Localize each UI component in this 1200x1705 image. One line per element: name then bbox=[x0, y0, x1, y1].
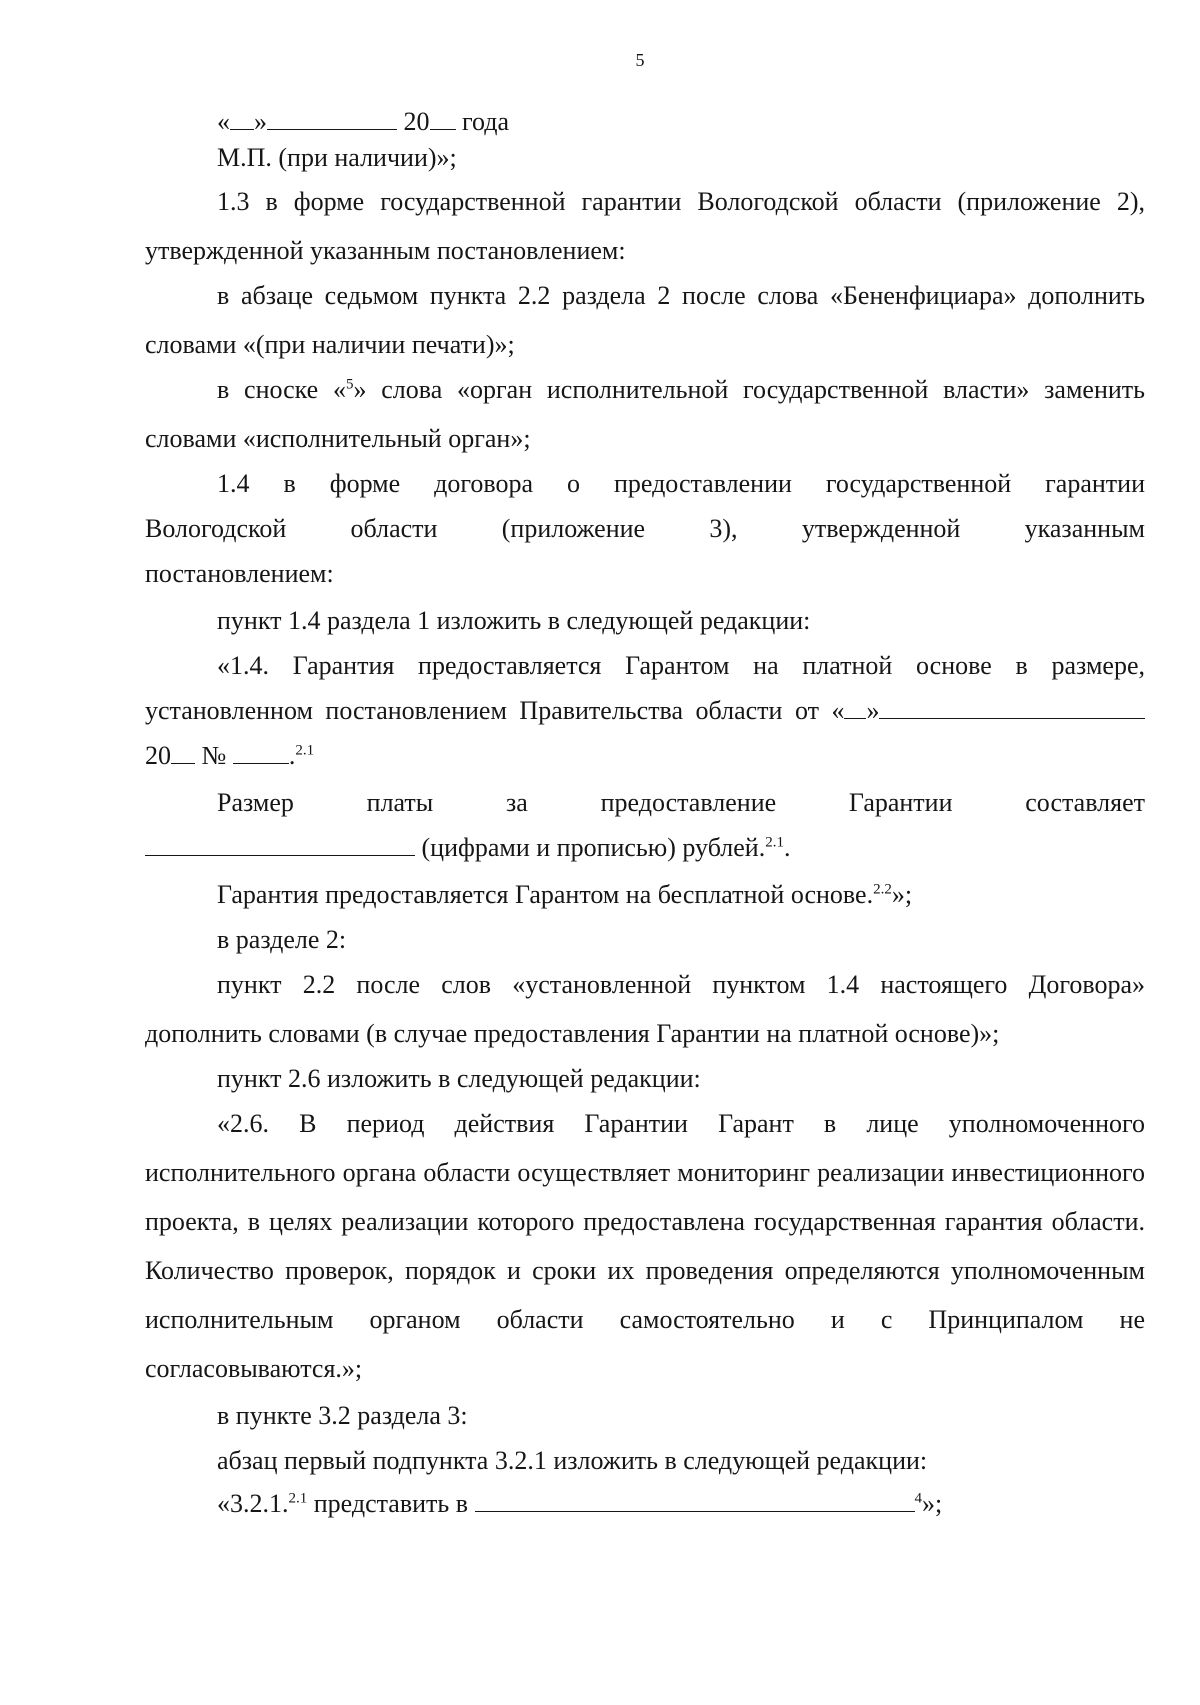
document-body bbox=[145, 103, 1145, 1528]
day-blank-2 bbox=[844, 696, 866, 719]
organ-blank bbox=[475, 1489, 915, 1512]
razdel-2: в разделе 2: bbox=[217, 925, 347, 954]
day-blank bbox=[230, 107, 254, 130]
paragraph-punkt-1-4: пункт 1.4 раздела 1 изложить в следующей редакции: bbox=[217, 606, 811, 635]
paragraph-2-2: пункт 2.2 после слов «установленной пунктом 1.4 настоящего Договора» дополнить словами (в случае предоставления Гарантии на платной основе)»; bbox=[145, 970, 1145, 1048]
size-line2: (цифрами и прописью) рублей.$^{2.1}$. bbox=[145, 823, 1145, 872]
paragraph-abzac-3-2-1: абзац первый подпункта 3.2.1 изложить в следующей редакции: bbox=[217, 1446, 928, 1475]
paragraph-3-2: в пункте 3.2 раздела 3: bbox=[217, 1401, 468, 1430]
free-line: Гарантия предоставляется Гарантом на бесплатной основе.$^{2.2}$»; bbox=[217, 880, 913, 909]
page-number: 5 bbox=[635, 50, 645, 70]
paragraph-1-4-line2: Вологодской области (приложение 3), утвержденной указанным bbox=[145, 514, 1145, 543]
paragraph-1-4-line3: постановлением: bbox=[145, 559, 334, 588]
year-blank bbox=[430, 107, 456, 130]
quote-2-6: «2.6. В период действия Гарантии Гарант в лице уполномоченного исполнительного органа области осуществляет мониторинг реализации инвестиционного проекта, в целях реализации которого предоставлена государственная гарантия области. Количество проверок, порядок и сроки их проведения определяются уполномоченным исполнительным органом области самостоятельно и с Принципалом не согласовываются.»; bbox=[145, 1109, 1145, 1383]
number-blank bbox=[233, 741, 289, 764]
paragraph-abzac-7: в абзаце седьмом пункта 2.2 раздела 2 после слова «Бененфициара» дополнить словами «(при наличии печати)»; bbox=[145, 281, 1145, 359]
quote-3-2-1: «3.2.1.$^{2.1}$ представить в $^4$»; bbox=[217, 1489, 943, 1518]
paragraph-1-4-line1: 1.4 в форме договора о предоставлении государственной гарантии bbox=[217, 469, 1145, 498]
month-blank-2 bbox=[879, 696, 1145, 719]
year-blank-2 bbox=[171, 741, 195, 764]
amount-blank bbox=[145, 833, 415, 856]
quote-1-4-line2: установленном постановлением Правительства области от « » bbox=[145, 686, 1145, 735]
size-line1: Размер платы за предоставление Гарантии составляет bbox=[217, 788, 1145, 817]
date-line: « » 20 года bbox=[217, 107, 510, 136]
paragraph-2-6-intro: пункт 2.6 изложить в следующей редакции: bbox=[217, 1064, 701, 1093]
month-blank bbox=[267, 107, 397, 130]
stamp-line: М.П. (при наличии)»; bbox=[217, 143, 457, 172]
quote-1-4-line3: 20 № .$^{2.1}$ bbox=[145, 741, 315, 770]
quote-1-4-line1: «1.4. Гарантия предоставляется Гарантом на платной основе в размере, bbox=[217, 651, 1145, 680]
paragraph-snoska: в сноске «$^5$» слова «орган исполнительной государственной власти» заменить словами «исполнительный орган»; bbox=[145, 375, 1145, 453]
paragraph-1-3: 1.3 в форме государственной гарантии Вологодской области (приложение 2), утвержденной указанным постановлением: bbox=[145, 187, 1145, 265]
